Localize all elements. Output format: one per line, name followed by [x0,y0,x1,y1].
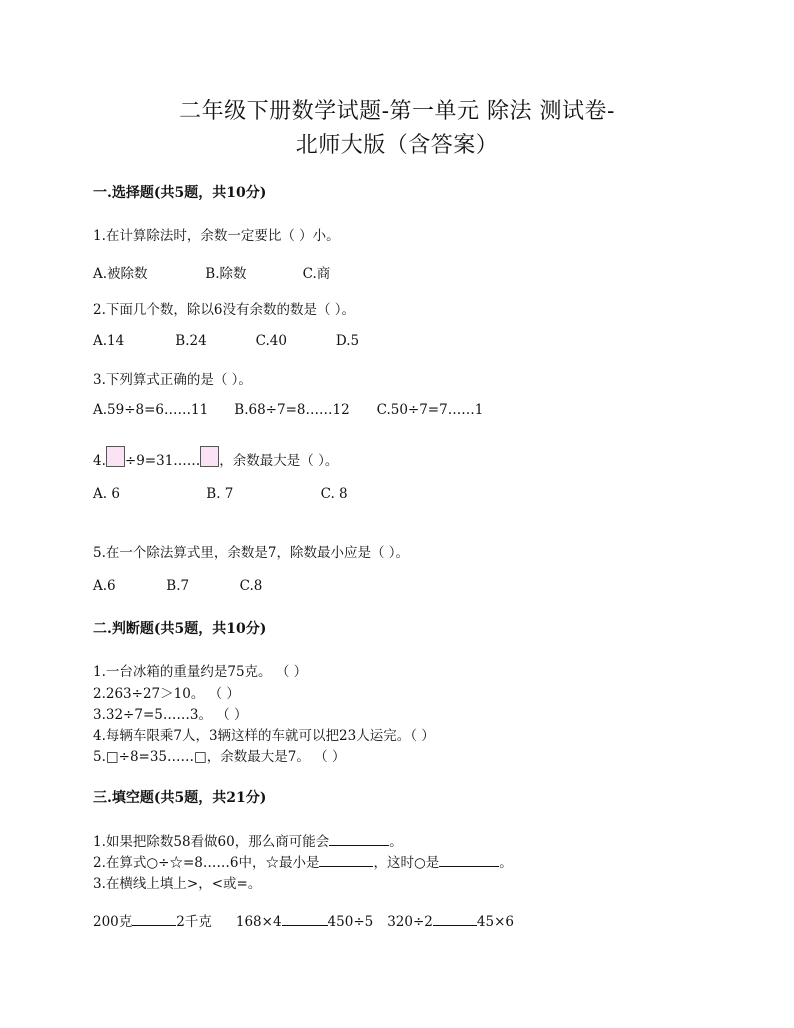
option-a: A.被除数 [93,266,148,282]
option-c: C. 8 [320,486,348,502]
question-4-prefix: 4. [93,453,106,469]
option-a: A.59÷8=6……11 [93,402,209,418]
judge-item: 1.一台冰箱的重量约是75克。 （ ） [93,664,308,680]
question-4-options [93,486,348,502]
compare-right: 2千克 [176,914,212,930]
judge-item: 2.263÷27＞10。 （ ） [93,686,240,702]
option-d: D.5 [335,333,360,349]
answer-blank[interactable] [282,913,328,926]
question-1: 1.在计算除法时，余数一定要比（ ）小。 [93,228,340,244]
judge-item: 4.每辆车限乘7人，3辆这样的车就可以把23人运完。（ ） [93,728,435,744]
blank-box [200,446,219,467]
compare-right: 45×6 [476,914,514,930]
fill-question-1 [93,830,403,850]
page-title-line2: 北师大版（含答案） [295,133,499,158]
option-c: C.40 [255,333,287,349]
compare-right: 450÷5 [327,914,374,930]
answer-blank[interactable] [132,913,176,926]
option-c: C.商 [302,266,331,282]
fill-text: 。 [499,855,513,871]
page-title-line1: 二年级下册数学试题-第一单元 除法 测试卷- [179,99,615,124]
answer-blank[interactable] [319,854,373,867]
answer-blank[interactable] [433,913,477,926]
option-a: A.14 [93,333,125,349]
question-4-mid: ÷9=31…… [124,453,201,469]
fill-text: 。 [389,834,403,850]
question-5: 5.在一个除法算式里，余数是7，除数最小应是（ ）。 [93,545,410,561]
judge-item: 5.□÷8=35……□，余数最大是7。 （ ） [93,749,346,765]
option-a: A. 6 [93,486,120,502]
fill-question-3: 3.在横线上填上>，<或=。 [93,876,262,892]
option-a: A.6 [93,578,116,594]
answer-blank[interactable] [439,854,499,867]
question-4-suffix: ，余数最大是（ ）。 [219,453,339,469]
option-b: B.24 [175,333,207,349]
question-3-options [93,402,483,418]
compare-row [93,910,514,930]
fill-question-2 [93,851,513,871]
blank-box [106,446,125,467]
compare-left: 200克 [93,914,133,930]
section1-header: 一.选择题(共5题，共10分) [93,185,267,201]
fill-text: ，这时○是 [373,855,440,871]
option-b: B.除数 [205,266,247,282]
option-b: B.7 [166,578,190,594]
option-c: C.50÷7=7……1 [376,402,484,418]
option-c: C.8 [239,578,263,594]
compare-left: 168×4 [235,914,282,930]
question-5-options [93,578,262,594]
section2-header: 二.判断题(共5题，共10分) [93,621,267,637]
fill-text: 1.如果把除数58看做60，那么商可能会 [93,834,330,850]
option-b: B.68÷7=8……12 [234,402,350,418]
question-2-options [93,333,359,349]
fill-text: 2.在算式○÷☆=8……6中，☆最小是 [93,855,320,871]
answer-blank[interactable] [329,833,389,846]
compare-left: 320÷2 [387,914,433,930]
question-2: 2.下面几个数，除以6没有余数的数是（ ）。 [93,302,356,318]
option-b: B. 7 [206,486,234,502]
question-3: 3.下列算式正确的是（ ）。 [93,372,252,388]
question-4 [93,446,338,469]
question-1-options [93,262,330,282]
judge-item: 3.32÷7=5……3。 （ ） [93,707,248,723]
section3-header: 三.填空题(共5题，共21分) [93,790,267,806]
